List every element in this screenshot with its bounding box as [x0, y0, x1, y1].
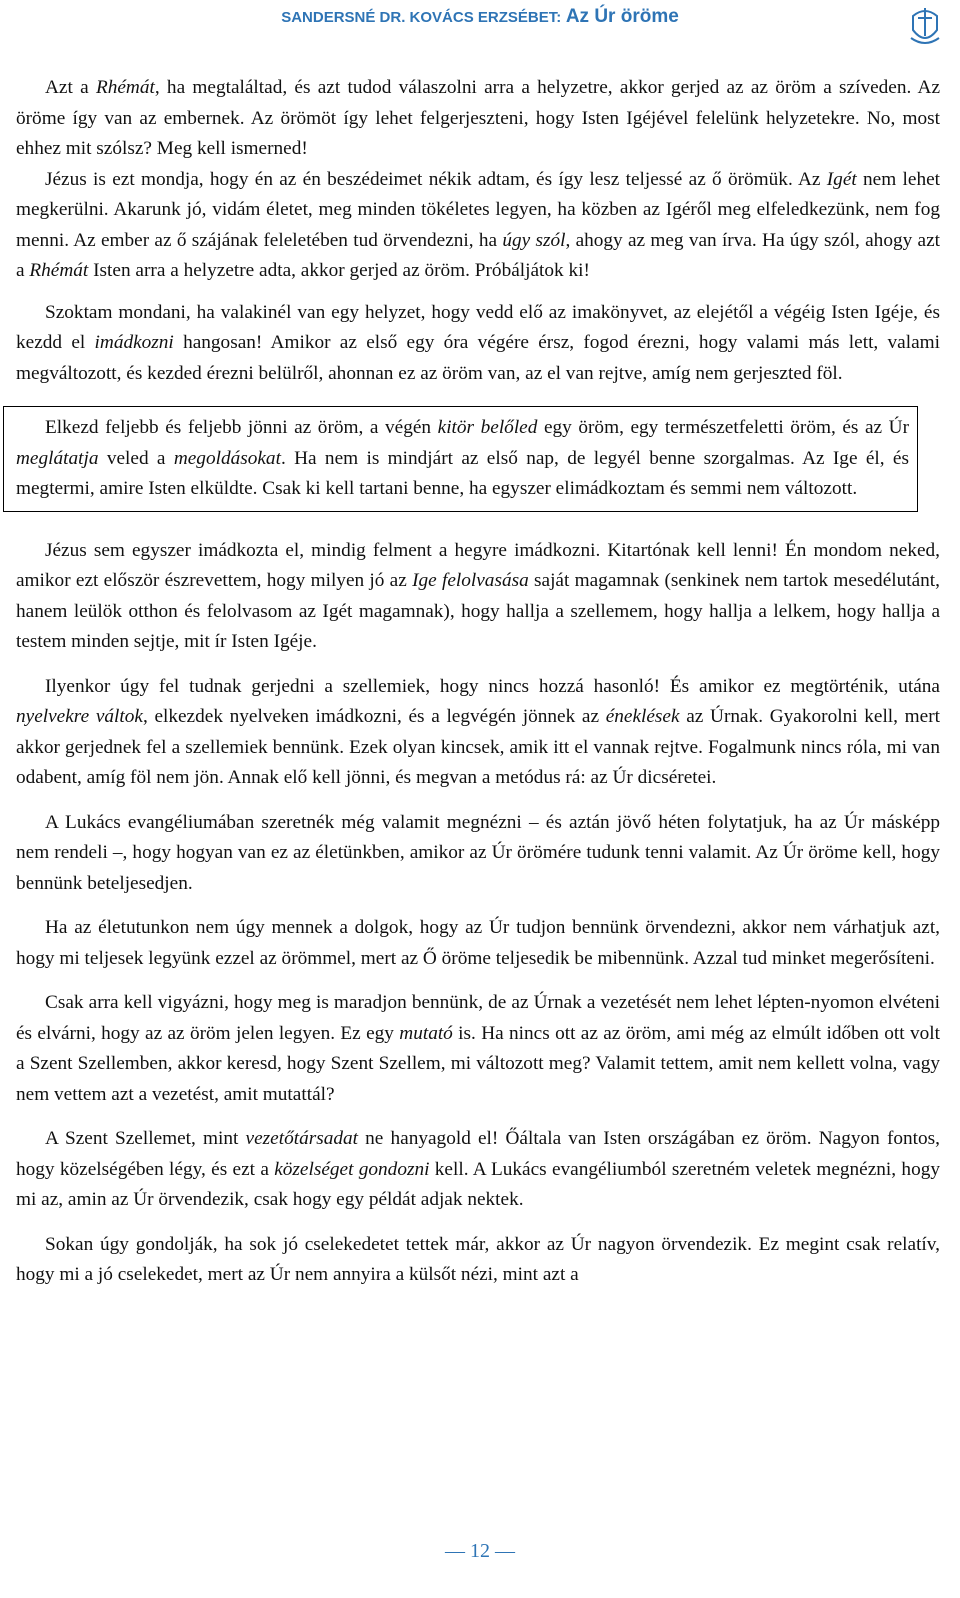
paragraph-3: Szoktam mondani, ha valakinél van egy helyzet, hogy vedd elő az imakönyvet, az elejétől a végéig Isten Igéje, és kezdd el imádkozni hangosan! Amikor az első egy óra végére érsz, fogod érezni, hogy valami más lett, valami megváltozott, és kezded érezni belülről, ahonnan ez az öröm van, az el van rejtve, amíg nem gerjeszted föl.: [16, 301, 940, 384]
paragraph-6: Ilyenkor úgy fel tudnak gerjedni a szellemiek, hogy nincs hozzá hasonló! És amikor ez megtörténik, utána nyelvekre váltok, elkezdek nyelveken imádkozni, és a legvégén jönnek az éneklések az Úrnak. Gyakorolni kell, mert akkor gerjednek fel a szellemiek bennünk. Ezek olyan kincsek, amik itt el vannak rejtve. Fogalmunk nincs róla, mi van odabent, amíg föl nem jön. Annak elő kell jönni, és megvan a metódus rá: az Úr dicséretei.: [16, 675, 940, 788]
paragraph-1: Azt a Rhémát, ha megtaláltad, és azt tudod válaszolni arra a helyzetre, akkor gerjed az az öröm a szíveden. Az öröme így van az embernek. Az örömöt így lehet felgerjeszteni, hogy Isten Igéjével felelünk helyzetekre. No, most ehhez mit szólsz? Meg kell ismerned!: [16, 77, 940, 159]
header-title: [0, 6, 960, 28]
paragraph-11: Sokan úgy gondolják, ha sok jó cselekedetet tettek már, akkor az Úr nagyon örvendezik. Ez megint csak relatív, hogy mi a jó cselekedet, mert az Úr nem annyira a külsőt nézi, mint azt a: [16, 1233, 940, 1285]
paragraph-8: Ha az életutunkon nem úgy mennek a dolgok, hogy az Úr tudjon bennünk örvendezni, akkor nem várhatjuk azt, hogy mi teljesek legyünk ezzel az örömmel, mert az Ő öröme teljesedik be mibennünk. Azzal tud minket megerősíteni.: [16, 917, 940, 969]
highlight-box: [3, 406, 918, 512]
paragraph-7: A Lukács evangéliumában szeretnék még valamit megnézni – és aztán jövő héten folytatjuk, ha az Úr másképp nem rendeli –, hogy hogyan van ez az életünkben, amikor az Úr örömére tudunk tenni valamit. Az Úr öröme kell, hogy bennünk beteljesedjen.: [16, 811, 940, 894]
page-number: — 12 —: [445, 1540, 515, 1562]
header-book-title: Az Úr öröme: [565, 6, 679, 27]
header-author: SANDERSNÉ DR. KOVÁCS ERZSÉBET:: [281, 9, 562, 26]
paragraph-4-boxed: Elkezd feljebb és feljebb jönni az öröm, a végén kitör belőled egy öröm, egy természetfeletti öröm, és az Úr meglátatja veled a megoldásokat. Ha nem is mindjárt az első nap, de legyél benne szorgalmas. Az Ige él, és megtermi, amire Isten elküldte. Csak ki kell tartani benne, ha egyszer elimádkoztam és semmi nem változott.: [16, 417, 909, 499]
paragraph-2: Jézus is ezt mondja, hogy én az én beszédeimet nékik adtam, és így lesz teljessé az ő örömük. Az Igét nem lehet megkerülni. Akarunk jó, vidám életet, meg minden tökéletes legyen, ha közben az Igéről meg elfeledkezünk, nem fog menni. Az ember az ő szájának feleletében tud örvendezni, ha úgy szól, ahogy az meg van írva. Ha úgy szól, ahogy azt a Rhémát Isten arra a helyzetre adta, akkor gerjed az öröm. Próbáljátok ki!: [16, 168, 940, 281]
page-header: [0, 0, 960, 40]
paragraph-10: A Szent Szellemet, mint vezetőtársadat ne hanyagold el! Őáltala van Isten országában ez öröm. Nagyon fontos, hogy közelségében légy, és ezt a közelséget gondozni kell. A Lukács evangéliumból szeretném veletek megnézni, hogy mi az, amin az Úr örvendezik, csak hogy egy példát adjak nektek.: [16, 1128, 940, 1210]
paragraph-9: Csak arra kell vigyázni, hogy meg is maradjon bennünk, de az Úrnak a vezetését nem lehet lépten-nyomon elvéteni és elvárni, hogy az az öröm jelen legyen. Ez egy mutató is. Ha nincs ott az az öröm, ami még az elmúlt időben ott volt a Szent Szellemben, akkor keresd, hogy Szent Szellem, mi változott meg? Valamit tettem, amit nem kellett volna, vagy nem vettem azt a vezetést, amit mutattál?: [16, 992, 940, 1105]
page-body: [16, 73, 940, 1291]
church-logo-icon: [905, 2, 945, 50]
paragraph-5: Jézus sem egyszer imádkozta el, mindig felment a hegyre imádkozni. Kitartónak kell lenni! Én mondom neked, amikor ezt először észrevettem, hogy milyen jó az Ige felolvasása saját magamnak (senkinek nem tartok mesedélutánt, hanem leülök otthon és felolvasom az Igét magamnak), hogy hallja a szellemem, hogy hallja a lelkem, hogy hallja a testem minden sejtje, mit ír Isten Igéje.: [16, 539, 940, 652]
